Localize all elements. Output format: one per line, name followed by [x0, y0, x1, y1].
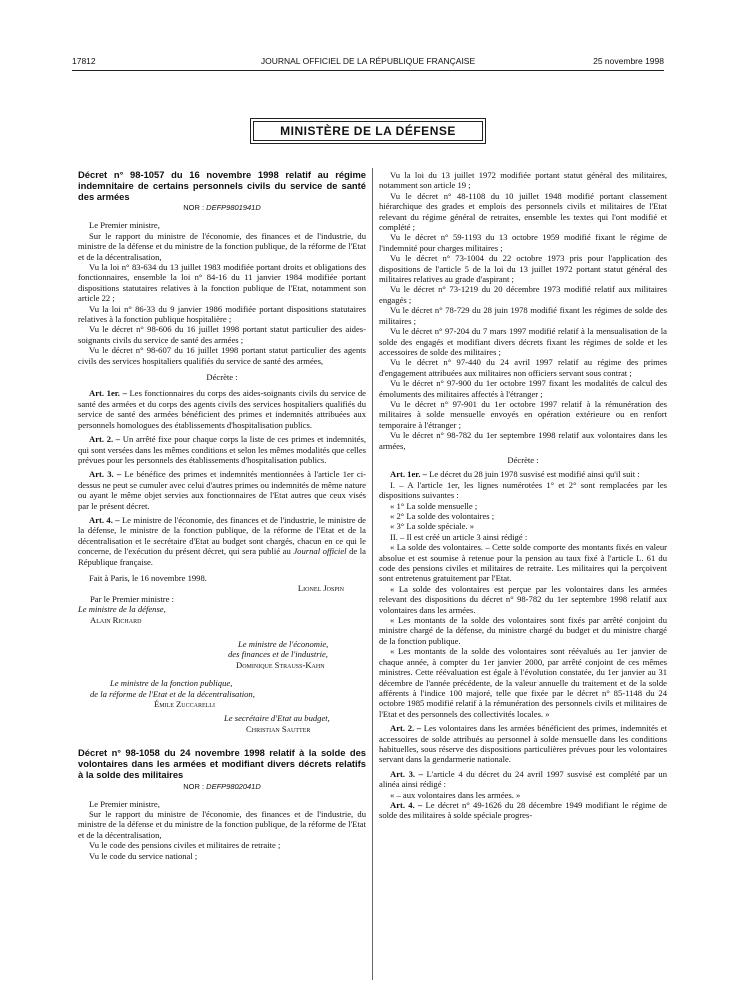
decree1-visa-2: Vu la loi n° 86-33 du 9 janvier 1986 modifiée portant dispositions statutaires relatives à la fonction publique hospitalière ; [78, 303, 366, 325]
article-label: Art. 1er. – [390, 469, 427, 480]
decree2-visa-10: Vu le décret n° 97-440 du 24 avril 1997 relatif au régime des primes d'engagement attribuées aux militaires non officiers servant sous contrat ; [379, 357, 667, 378]
minister-defense-name: Alain Richard [90, 614, 142, 625]
nor-label: NOR : [183, 203, 205, 213]
decree2-article-3-quote: « – aux volontaires dans les armées. » [390, 789, 521, 800]
ministry-title: MINISTÈRE DE LA DÉFENSE [253, 121, 483, 141]
decree2-article-1-ii: II. – Il est créé un article 3 ainsi rédigé : [390, 531, 528, 542]
decree2-visa-4: Vu le décret n° 48-1108 du 10 juillet 1948 modifié portant classement hiérarchique des grades et emplois des personnels civils et militaires de l'Etat relevant du régime général de retraites, ensemble les textes qui l'ont modifié et complété ; [379, 190, 667, 233]
secretary-budget-name: Christian Sautter [246, 723, 311, 734]
article-label: Art. 3. – [89, 469, 122, 480]
minister-public-service-name: Émile Zuccarelli [154, 699, 215, 710]
decree1-article-2 [78, 434, 366, 465]
decree2-preamble-2: Sur le rapport du ministre de l'économie, des finances et de l'industrie, du ministre de la défense et du ministre de la fonction publique, de la réforme de l'Etat et de la décentralisation, [78, 809, 366, 840]
decree2-visa-9: Vu le décret n° 97-204 du 7 mars 1997 modifié relatif à la mensualisation de la solde des engagés et modifiant divers décrets fixant les régimes de solde et les accessoires de solde des militaires ; [379, 326, 667, 357]
article-label: Art. 1er. – [89, 388, 127, 399]
nor-label: NOR : [183, 781, 205, 791]
article-text: L'article 4 du décret du 24 avril 1997 susvisé est complété par un alinéa ainsi rédigé : [379, 768, 667, 790]
article-text: Le décret n° 49-1626 du 28 décembre 1949 modifiant le régime de solde des militaires à solde spéciale progres- [379, 799, 667, 821]
decree2-decrete: Décrète : [507, 454, 539, 465]
secretary-budget-title: Le secrétaire d'Etat au budget, [224, 713, 330, 724]
column-divider [372, 168, 373, 980]
article-label: Art. 3. – [390, 768, 423, 779]
minister-public-service-title-2: de la réforme de l'Etat et de la décentralisation, [90, 688, 255, 699]
decree1-decrete: Décrète : [206, 372, 238, 383]
decree2-article-2 [379, 723, 667, 765]
minister-economy-title-2: des finances et de l'industrie, [228, 649, 328, 660]
right-column [379, 170, 667, 821]
issue-date: 25 novembre 1998 [593, 56, 664, 66]
article-text: Le décret du 28 juin 1978 susvisé est modifié ainsi qu'il suit : [429, 469, 640, 480]
decree1-preamble-1: Le Premier ministre, [89, 220, 160, 231]
decree2-visa-12: Vu le décret n° 97-901 du 1er octobre 1997 relatif à la rémunération des militaires à solde mensuelle envoyés en opération extérieure ou en renfort temporaire à l'étranger ; [379, 398, 667, 430]
decree1-done-at: Fait à Paris, le 16 novembre 1998. [89, 572, 207, 583]
decree2-visa-13: Vu le décret n° 98-782 du 1er septembre 1998 relatif aux volontaires dans les armées, [379, 430, 667, 451]
left-column [78, 170, 366, 861]
decree2-nor [78, 782, 366, 792]
journal-officiel-ref: Journal officiel [293, 546, 347, 557]
article-text: Le bénéfice des primes et indemnités mentionnées à l'article 1er ci-dessus ne peut se cumuler avec celui d'autres primes ou indemnités de même nature ou ayant le même objet servies aux fonctionnaires de l'Etat autres que ceux visés par le présent décret. [78, 469, 366, 511]
ministry-box [250, 118, 486, 144]
decree1-title: Décret n° 98-1057 du 16 novembre 1998 relatif au régime indemnitaire de certains personnels civils du service de santé des armées [78, 169, 366, 202]
article-label: Art. 2. – [89, 434, 121, 445]
article-text: Les fonctionnaires du corps des aides-soignants civils du service de santé des armées et du corps des agents civils des services hospitaliers qualifiés du service de santé des armées bénéficient des primes et indemnités attribuées aux personnels homologues des établissements d'hospitalisation publics. [78, 388, 366, 430]
decree2-preamble-1: Le Premier ministre, [89, 798, 160, 809]
decree2-article-1-quote-2: « La solde des volontaires est perçue par les volontaires dans les armées relevant des dispositions du décret n° 98-782 du 1er septembre 1998 relatif aux volontaires dans les armées. [379, 583, 667, 615]
decree2-article-1-quote-3: « Les montants de la solde des volontaires sont fixés par arrêté conjoint du ministre chargé de la défense, du ministre chargé du budget et du ministre chargé de la fonction publique. [379, 615, 667, 646]
decree1-visa-1: Vu la loi n° 83-634 du 13 juillet 1983 modifiée portant droits et obligations des fonctionnaires, ensemble la loi n° 84-16 du 11 janvier 1984 modifiée portant dispositions statutaires relatives à la fonction publique de l'Etat, notamment son article 22 ; [78, 262, 366, 304]
decree2-article-1-quote-1: « La solde des volontaires. – Cette solde comporte des montants fixés en valeur absolue et est soumise à retenue pour la pension au taux fixé à l'article L. 61 du code des pensions civiles et militaires de retraite. Les militaires qui la perçoivent sont entretenus gratuitement par l'Etat. [379, 542, 667, 584]
minister-economy-name: Dominique Strauss-Kahn [236, 659, 325, 670]
article-label: Art. 4. – [390, 799, 423, 810]
article-text: Un arrêté fixe pour chaque corps la liste de ces primes et indemnités, qui sont versées dans les mêmes conditions et selon les mêmes modalités que celles prévues pour les personnels des établissements d'hospitalisation publics. [78, 434, 366, 465]
decree2-article-3 [379, 769, 667, 790]
article-text: Les volontaires dans les armées bénéficient des primes, indemnités et accessoires de solde attribués au personnel à solde mensuelle dans les conditions habituelles, sous réserve des dispositions particulières prévues pour les volontaires servant dans la gendarmerie nationale. [379, 723, 667, 765]
decree2-visa-2: Vu le code du service national ; [89, 850, 198, 861]
decree1-article-4 [78, 515, 366, 567]
decree1-visa-3: Vu le décret n° 98-606 du 16 juillet 1998 portant statut particulier des aides-soignants civils du service de santé des armées ; [78, 324, 366, 345]
journal-title: JOURNAL OFFICIEL DE LA RÉPUBLIQUE FRANÇAISE [260, 56, 476, 66]
decree2-article-1-quote-4: « Les montants de la solde des volontaires sont réévalués au 1er janvier de chaque année, à compter du 1er janvier 2000, par arrêté conjoint de ces mêmes ministres. Cette réévaluation est égale à l'évolution constatée, du 1er janvier au 31 décembre de l'année précédente, de la valeur annuelle du traitement et de la solde afférents à l'indice 100 majoré, telle que fixée par le décret n° 85-1148 du 24 octobre 1985 modifié relatif à la rémunération des personnels civils et militaires de l'Etat et des personnels des collectivités locales. » [379, 646, 667, 719]
decree1-visa-4: Vu le décret n° 98-607 du 16 juillet 1998 portant statut particulier des agents civils des services hospitaliers qualifiés du service de santé des armées, [78, 345, 366, 366]
decree2-article-1-i-b: « 2° La solde des volontaires ; [390, 511, 495, 521]
signature-prime-minister: Lionel Jospin [297, 583, 344, 594]
article-text: Le ministre de l'économie, des finances et de l'industrie, le ministre de la défense, le ministre de la fonction publique, de la réforme de l'Etat et de la décentralisation et le secrétaire d'Etat au budget sont chargés, chacun en ce qui le concerne, de l'exécution du présent décret, qui sera publié au [78, 514, 367, 557]
page-number: 17812 [72, 56, 96, 66]
decree2-visa-1: Vu le code des pensions civiles et militaires de retraite ; [89, 840, 281, 851]
minister-economy-title-1: Le ministre de l'économie, [238, 639, 329, 650]
decree2-article-1-i-a: « 1° La solde mensuelle ; [390, 500, 478, 511]
decree1-preamble-2: Sur le rapport du ministre de l'économie, des finances et de l'industrie, du ministre de la défense et du ministre de la fonction publique, de la réforme de l'Etat et de la décentralisation, [78, 230, 366, 262]
decree2-article-1-i-c: « 3° La solde spéciale. » [390, 521, 475, 532]
page-header [72, 56, 664, 70]
decree1-nor [78, 203, 366, 213]
decree2-visa-7: Vu le décret n° 73-1219 du 20 décembre 1973 modifié relatif aux militaires engagés ; [379, 284, 667, 305]
decree2-visa-11: Vu le décret n° 97-900 du 1er octobre 1997 fixant les modalités de calcul des émoluments des militaires affectés à l'étranger ; [379, 378, 667, 399]
decree1-article-3 [78, 469, 366, 511]
article-label: Art. 4. – [89, 514, 120, 525]
by-prime-minister: Par le Premier ministre : [90, 593, 175, 604]
header-rule [72, 70, 664, 71]
nor-code: DEFP9802041D [206, 781, 261, 791]
decree2-title: Décret n° 98-1058 du 24 novembre 1998 relatif à la solde des volontaires dans les armées et modifiant divers décrets relatifs à la solde des militaires [78, 747, 366, 780]
decree1-article-1 [78, 388, 366, 430]
article-text-end: de la République française. [78, 546, 366, 567]
minister-public-service-title-1: Le ministre de la fonction publique, [110, 678, 233, 689]
decree2-article-1-i: I. – A l'article 1er, les lignes numérotées 1° et 2° sont remplacées par les dispositions suivantes : [379, 479, 667, 501]
decree2-visa-3: Vu la loi du 13 juillet 1972 modifiée portant statut général des militaires, notamment son article 19 ; [379, 170, 667, 191]
decree2-article-1 [379, 469, 667, 479]
minister-defense-title: Le ministre de la défense, [78, 604, 166, 615]
decree2-article-4 [379, 800, 667, 821]
decree2-visa-6: Vu le décret n° 73-1004 du 22 octobre 1973 pris pour l'application des dispositions de l'article 5 de la loi du 13 juillet 1972 portant statut général des militaires relatives au grade d'aspirant ; [379, 253, 667, 285]
nor-code: DEFP9801941D [206, 203, 261, 213]
article-label: Art. 2. – [390, 723, 422, 734]
decree2-visa-8: Vu le décret n° 78-729 du 28 juin 1978 modifié fixant les régimes de solde des militaires ; [379, 305, 667, 326]
decree2-visa-5: Vu le décret n° 59-1193 du 13 octobre 1959 modifié fixant le régime de l'indemnité pour charges militaires ; [379, 232, 667, 253]
